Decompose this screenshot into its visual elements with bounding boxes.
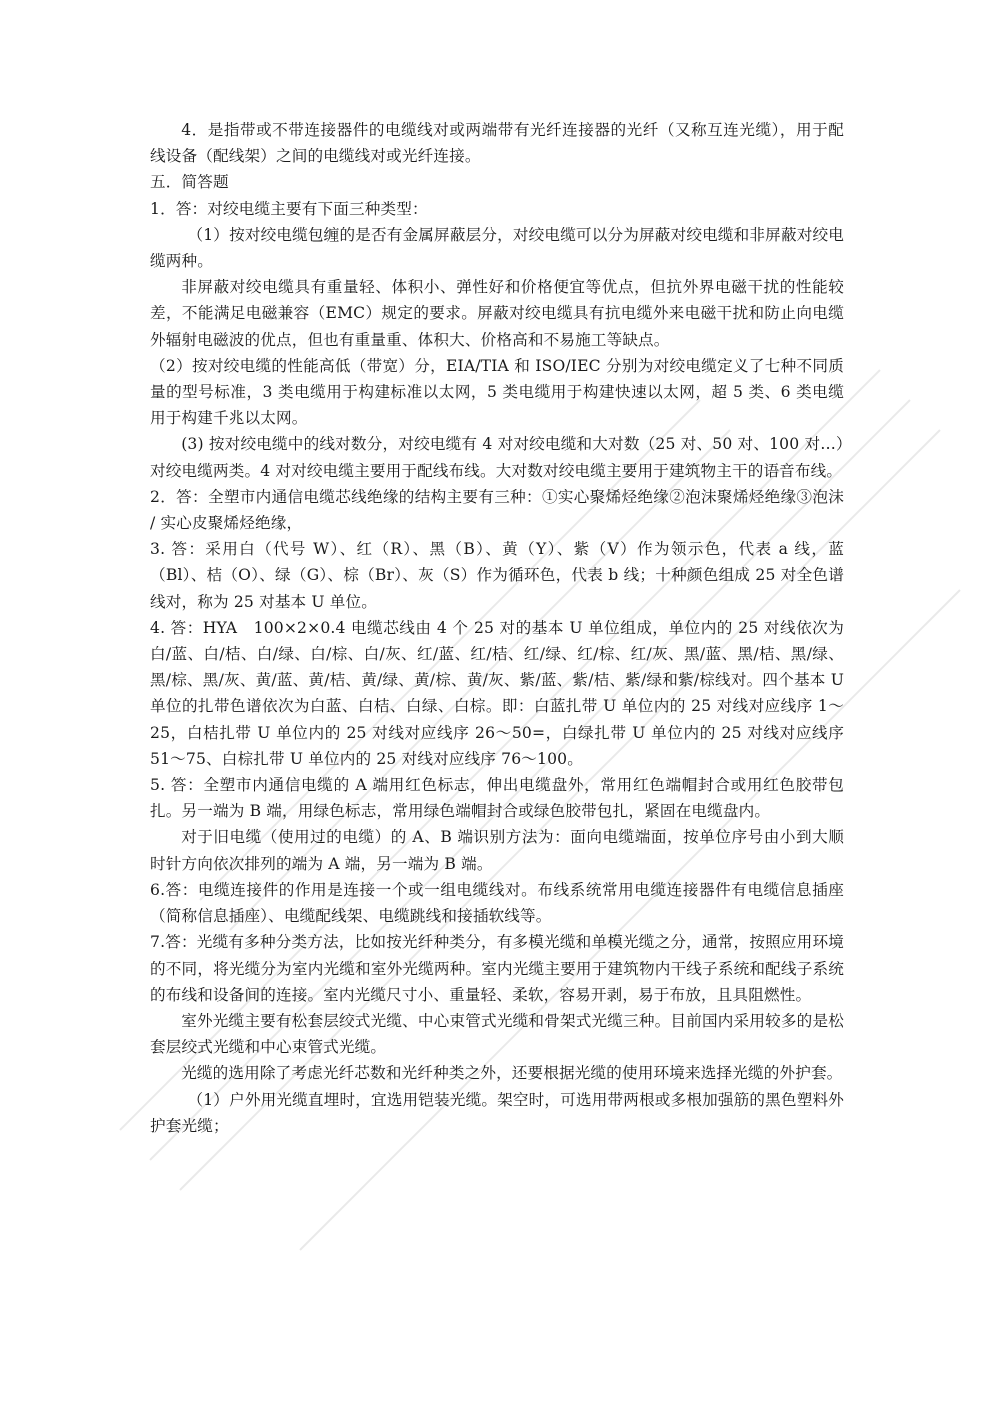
paragraph: （1）户外用光缆直埋时，宜选用铠装光缆。架空时，可选用带两根或多根加强筋的黑色塑料外护套光缆； [150, 1090, 844, 1135]
paragraph: 1．答：对绞电缆主要有下面三种类型： [150, 199, 428, 218]
paragraph: 非屏蔽对绞电缆具有重量轻、体积小、弹性好和价格便宜等优点，但抗外界电磁干扰的性能较差，不能满足电磁兼容（EMC）规定的要求。屏蔽对绞电缆具有抗电缆外来电磁干扰和防止向电缆外辐射电磁波的优点，但也有重量重、体积大、价格高和不易施工等缺点。 [150, 278, 844, 349]
section-heading: 五．简答题 [150, 173, 229, 192]
paragraph: 4．是指带或不带连接器件的电缆线对或两端带有光纤连接器的光纤（又称互连光缆），用于配线设备（配线架）之间的电缆线对或光纤连接。 [150, 121, 844, 166]
paragraph: （2）按对绞电缆的性能高低（带宽）分，EIA/TIA 和 ISO/IEC 分别为对绞电缆定义了七种不同质量的型号标准，3 类电缆用于构建标准以太网，5 类电缆用于构建快速以太网，超 5 类、6 类电缆用于构建千兆以太网。 [150, 356, 844, 428]
paragraph: 5. 答：全塑市内通信电缆的 A 端用红色标志，伸出电缆盘外，常用红色端帽封合或用红色胶带包扎。另一端为 B 端，用绿色标志，常用绿色端帽封合或绿色胶带包扎，紧固在电缆盘内。 [150, 776, 844, 821]
paragraph: 4. 答：HYA 100×2×0.4 电缆芯线由 4 个 25 对的基本 U 单位组成，单位内的 25 对线依次为白/蓝、白/桔、白/绿、白/棕、白/灰、红/蓝、红/桔、红/绿、红/棕、红/灰、黑/蓝、黑/桔、黑/绿、黑/棕、黑/灰、黄/蓝、黄/桔、黄/绿、黄/棕、黄/灰、紫/蓝、紫/桔、紫/绿和紫/棕线对。四个基本 U 单位的扎带色谱依次为白蓝、白桔、白绿、白棕。即：白蓝扎带 U 单位内的 25 对线对应线序 1～25，白桔扎带 U 单位内的 25 对线对应线序 26～50=，白绿扎带 U 单位内的 25 对线对应线序 51～75、白棕扎带 U 单位内的 25 对线对应线序 76～100。 [150, 618, 844, 768]
paragraph: 2．答：全塑市内通信电缆芯线绝缘的结构主要有三种：①实心聚烯烃绝缘②泡沫聚烯烃绝缘③泡沫 / 实心皮聚烯烃绝缘， [150, 487, 844, 533]
paragraph: 7.答：光缆有多种分类方法，比如按光纤种类分，有多模光缆和单模光缆之分，通常，按照应用环境的不同，将光缆分为室内光缆和室外光缆两种。室内光缆主要用于建筑物内干线子系统和配线子系统的布线和设备间的连接。室内光缆尺寸小、重量轻、柔软，容易开剥，易于布放，且具阻燃性。 [150, 933, 844, 1004]
paragraph: （1）按对绞电缆包缠的是否有金属屏蔽层分，对绞电缆可以分为屏蔽对绞电缆和非屏蔽对绞电缆两种。 [150, 225, 844, 271]
paragraph: 对于旧电缆（使用过的电缆）的 A、B 端识别方法为：面向电缆端面，按单位序号由小到大顺时针方向依次排列的端为 A 端，另一端为 B 端。 [150, 828, 844, 873]
paragraph: 6.答：电缆连接件的作用是连接一个或一组电缆线对。布线系统常用电缆连接器件有电缆信息插座（简称信息插座）、电缆配线架、电缆跳线和接插软线等。 [150, 880, 844, 926]
paragraph: (3) 按对绞电缆中的线对数分，对绞电缆有 4 对对绞电缆和大对数（25 对、50 对、100 对…）对绞电缆两类。4 对对绞电缆主要用于配线布线。大对数对绞电缆主要用于建筑物主干的语音布线。 [150, 435, 844, 480]
paragraph: 光缆的选用除了考虑光纤芯数和光纤种类之外，还要根据光缆的使用环境来选择光缆的外护套。 [181, 1064, 843, 1083]
document-body [150, 117, 844, 1139]
paragraph: 3. 答：采用白（代号 W）、红（R）、黑（B）、黄（Y）、紫（V）作为领示色，代表 a 线，蓝（Bl）、桔（O）、绿（G）、棕（Br）、灰（S）作为循环色，代表 b 线；十种颜色组成 25 对全色谱线对，称为 25 对基本 U 单位。 [150, 540, 844, 611]
paragraph: 室外光缆主要有松套层绞式光缆、中心束管式光缆和骨架式光缆三种。目前国内采用较多的是松套层绞式光缆和中心束管式光缆。 [150, 1011, 844, 1057]
